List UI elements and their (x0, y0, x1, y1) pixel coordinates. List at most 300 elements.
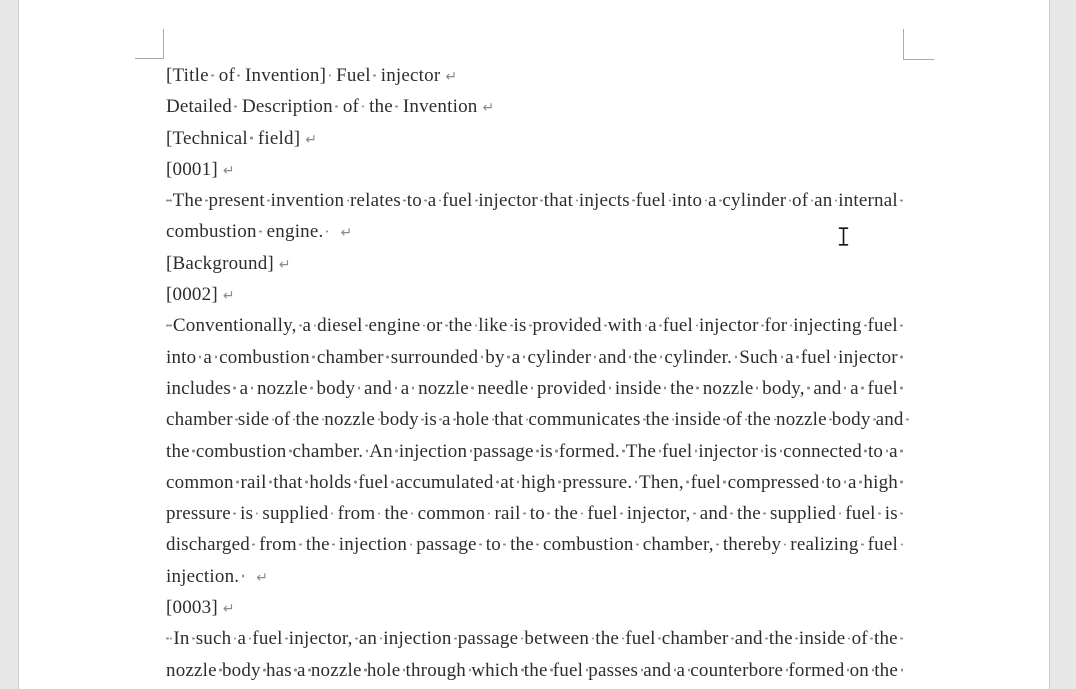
space-mark (421, 418, 424, 421)
space-mark (558, 481, 561, 484)
space-mark (205, 199, 208, 202)
space-mark (314, 324, 317, 327)
space-mark (236, 481, 239, 484)
word: common (418, 503, 491, 525)
word: provided (537, 378, 611, 400)
word: the (874, 660, 903, 682)
space-mark (492, 418, 495, 421)
space-mark (305, 481, 308, 484)
word: the (510, 534, 539, 556)
word: pressure. (562, 472, 637, 494)
document-line[interactable] (166, 188, 903, 219)
space-mark (475, 199, 478, 202)
word: thereby (723, 534, 786, 556)
word: injector (478, 190, 543, 212)
word: is (513, 315, 531, 337)
margin-crop-mark-top-right (903, 29, 934, 60)
word: common (166, 472, 239, 494)
space-mark (170, 637, 173, 640)
document-line[interactable] (166, 501, 903, 532)
space-mark (636, 543, 639, 546)
word: and (700, 503, 733, 525)
word: formed. (559, 441, 625, 463)
word: An (369, 441, 398, 463)
word: combustion (219, 347, 315, 369)
word: a (238, 628, 252, 650)
word: field] (257, 127, 301, 149)
space-mark (299, 543, 302, 546)
document-line[interactable] (166, 251, 903, 282)
word: Such (739, 347, 783, 369)
space-mark (536, 543, 539, 546)
space-mark (622, 637, 625, 640)
document-line[interactable] (166, 376, 903, 407)
word: of (852, 628, 873, 650)
leading-space-mark (169, 315, 172, 337)
document-line[interactable] (166, 126, 903, 157)
word: [0003] (166, 597, 218, 619)
space-mark (267, 199, 270, 202)
space-mark (312, 356, 315, 359)
space-mark (386, 356, 389, 359)
space-mark (705, 199, 708, 202)
word: The (626, 441, 661, 463)
space-mark (233, 387, 236, 390)
word: high (521, 472, 561, 494)
space-mark (592, 637, 595, 640)
space-mark (423, 324, 426, 327)
space-mark (844, 481, 847, 484)
word: injector (380, 65, 441, 86)
word: is (540, 441, 558, 463)
word: chamber (317, 347, 389, 369)
space-mark (234, 637, 237, 640)
word: [Background] (166, 252, 274, 274)
word: the (769, 628, 798, 650)
word: fuel (252, 628, 287, 650)
word: supplied (262, 503, 333, 525)
document-line[interactable] (166, 439, 903, 470)
space-mark (250, 137, 253, 140)
word: Description (242, 96, 338, 118)
word: passage (416, 534, 482, 556)
space-mark (411, 512, 414, 515)
space-mark (761, 450, 764, 453)
word: and (598, 347, 631, 369)
space-mark (507, 356, 510, 359)
space-mark (445, 324, 448, 327)
space-mark (263, 669, 266, 672)
word: Then, (639, 472, 689, 494)
space-mark (166, 199, 169, 202)
word: fuel (845, 503, 880, 525)
space-mark (322, 418, 325, 421)
space-mark (252, 543, 255, 546)
document-line[interactable] (166, 313, 903, 344)
space-mark (410, 543, 413, 546)
space-mark (576, 199, 579, 202)
space-mark (235, 418, 238, 421)
space-mark (192, 637, 195, 640)
word: pressure (166, 503, 236, 525)
word: of (343, 96, 364, 118)
word: internal (838, 190, 903, 212)
space-mark (521, 637, 524, 640)
space-mark (693, 512, 696, 515)
space-mark (439, 199, 442, 202)
leading-space-mark (166, 190, 169, 212)
space-mark (886, 450, 889, 453)
space-mark (901, 669, 904, 672)
word: realizing (790, 534, 863, 556)
space-mark (555, 450, 558, 453)
document-line[interactable] (166, 345, 903, 376)
word: injection (399, 441, 472, 463)
word: [Title (166, 65, 214, 87)
space-mark (470, 450, 473, 453)
document-line[interactable] (166, 407, 903, 438)
word: counterbore (690, 660, 788, 682)
space-mark (900, 637, 903, 640)
space-mark (378, 512, 381, 515)
paragraph-mark: ↵ (305, 131, 318, 148)
document-line[interactable] (166, 470, 903, 501)
space-mark (780, 450, 783, 453)
space-mark (285, 637, 288, 640)
space-mark (723, 481, 726, 484)
space-mark (900, 199, 903, 202)
document-line[interactable] (166, 219, 903, 250)
space-mark (488, 512, 491, 515)
word: the (646, 409, 675, 431)
space-mark (731, 637, 734, 640)
word: an (814, 190, 837, 212)
space-mark (362, 105, 365, 108)
space-mark (696, 387, 699, 390)
word: into (166, 347, 201, 369)
paragraph-mark: ↵ (222, 601, 235, 618)
space-mark (523, 512, 526, 515)
word: Fuel (336, 65, 376, 87)
space-mark (310, 387, 313, 390)
word: accumulated (395, 472, 498, 494)
document-page[interactable] (19, 0, 1049, 689)
word: combustion (543, 534, 639, 556)
space-mark (547, 512, 550, 515)
space-mark (166, 324, 169, 327)
space-mark (861, 387, 864, 390)
space-mark (873, 418, 876, 421)
space-mark (864, 324, 867, 327)
word: fuel (801, 347, 836, 369)
space-mark (531, 387, 534, 390)
word: the (737, 503, 766, 525)
word: a (512, 347, 526, 369)
word: is (240, 503, 258, 525)
space-mark (237, 74, 240, 77)
document-line[interactable] (166, 282, 903, 313)
space-mark (659, 324, 662, 327)
word: a (848, 472, 862, 494)
word: the (747, 409, 776, 431)
word: hole (367, 660, 406, 682)
space-mark (735, 356, 738, 359)
word: holds (309, 472, 356, 494)
word: a (240, 378, 254, 400)
space-mark (829, 418, 832, 421)
space-mark (199, 356, 202, 359)
word: the (554, 503, 583, 525)
word: side (238, 409, 274, 431)
space-mark (453, 418, 456, 421)
space-mark (784, 543, 787, 546)
word: to (826, 472, 846, 494)
space-mark (872, 669, 875, 672)
space-mark (169, 324, 172, 327)
space-mark (774, 418, 777, 421)
word: invention (271, 190, 350, 212)
space-mark (358, 387, 361, 390)
space-mark (233, 512, 236, 515)
word: fuel (553, 660, 588, 682)
word: fuel (868, 378, 903, 400)
space-mark (796, 356, 799, 359)
space-mark (354, 481, 357, 484)
space-mark (900, 450, 903, 453)
word: injector (698, 441, 763, 463)
space-mark (629, 356, 632, 359)
word: chamber, (643, 534, 719, 556)
space-mark (481, 356, 484, 359)
word: through (406, 660, 472, 682)
space-mark (900, 356, 903, 359)
word: injector (699, 315, 764, 337)
word: to (868, 441, 888, 463)
space-mark (249, 637, 252, 640)
document-line[interactable] (166, 564, 903, 595)
space-mark (723, 418, 726, 421)
space-mark (395, 450, 398, 453)
word: rail (494, 503, 525, 525)
word: the (369, 96, 398, 118)
space-mark (521, 669, 524, 672)
word: In (173, 628, 194, 650)
word: by (485, 347, 509, 369)
space-mark (635, 481, 638, 484)
word: of (219, 65, 240, 87)
space-mark (496, 481, 499, 484)
word: the (449, 315, 478, 337)
space-mark (745, 418, 748, 421)
word: passage (458, 628, 524, 650)
word: Invention] (245, 65, 331, 87)
space-mark (632, 199, 635, 202)
word: injection (339, 534, 412, 556)
space-mark (864, 450, 867, 453)
space-mark (391, 481, 394, 484)
document-line[interactable] (166, 595, 903, 626)
word: cylinder. (664, 347, 737, 369)
word: nozzle (324, 409, 380, 431)
space-mark (242, 575, 245, 578)
space-mark (822, 481, 825, 484)
space-mark (510, 324, 513, 327)
space-mark (870, 637, 873, 640)
word: chamber (166, 409, 238, 431)
word: body (380, 409, 424, 431)
space-mark (609, 387, 612, 390)
paragraph-mark: ↵ (222, 162, 235, 179)
space-mark (901, 543, 904, 546)
word: connected (783, 441, 867, 463)
word: diesel (317, 315, 368, 337)
space-mark (403, 669, 406, 672)
word: fuel (691, 472, 726, 494)
word: of (792, 190, 813, 212)
space-mark (331, 512, 334, 515)
word: [Technical (166, 128, 253, 150)
word: a (302, 315, 316, 337)
word: fuel (662, 441, 697, 463)
space-mark (169, 199, 172, 202)
space-mark (479, 543, 482, 546)
space-mark (523, 356, 526, 359)
word: formed (788, 660, 849, 682)
word: communicates (528, 409, 645, 431)
word: an (359, 628, 382, 650)
space-mark (540, 199, 543, 202)
word: high (863, 472, 903, 494)
space-mark (269, 481, 272, 484)
word: the (595, 628, 624, 650)
word: to (486, 534, 506, 556)
space-mark (355, 637, 358, 640)
space-mark (403, 199, 406, 202)
word: fuel (867, 315, 902, 337)
leading-space-mark (169, 190, 172, 212)
word: and (364, 378, 397, 400)
word: body (832, 409, 876, 431)
word: surrounded (391, 347, 483, 369)
space-mark (412, 387, 415, 390)
word: the (670, 378, 699, 400)
space-mark (847, 669, 850, 672)
word: a (401, 378, 415, 400)
word: to (530, 503, 550, 525)
space-mark (795, 637, 798, 640)
space-mark (536, 450, 539, 453)
word: a (676, 660, 690, 682)
space-mark (335, 105, 338, 108)
space-mark (900, 324, 903, 327)
document-line[interactable] (166, 532, 903, 563)
word: body (316, 378, 360, 400)
word: chamber. (293, 441, 369, 463)
word: injection. (166, 566, 244, 588)
word: compressed (728, 472, 825, 494)
word: a (442, 409, 456, 431)
space-mark (716, 543, 719, 546)
document-line[interactable] (166, 626, 903, 657)
word: that (494, 409, 528, 431)
space-mark (529, 324, 532, 327)
word: into (672, 190, 707, 212)
paragraph-mark: ↵ (278, 256, 291, 273)
word: Invention (402, 96, 478, 118)
space-mark (664, 387, 667, 390)
space-mark (761, 324, 764, 327)
space-mark (674, 669, 677, 672)
word: and (735, 628, 768, 650)
word: with (608, 315, 648, 337)
word: a (297, 660, 311, 682)
space-mark (645, 324, 648, 327)
word: injecting (793, 315, 866, 337)
space-mark (550, 669, 553, 672)
word: is (424, 409, 442, 431)
word: of (726, 409, 747, 431)
space-mark (695, 450, 698, 453)
word: present (209, 190, 270, 212)
paragraph-mark: ↵ (445, 69, 458, 85)
space-mark (763, 512, 766, 515)
space-mark (192, 450, 195, 453)
space-mark (765, 637, 768, 640)
word: to (407, 190, 427, 212)
space-mark (380, 637, 383, 640)
space-mark (669, 199, 672, 202)
space-mark (326, 230, 329, 233)
word: engine. (267, 221, 329, 243)
word: Conventionally, (173, 315, 302, 337)
word: injects (579, 190, 635, 212)
paragraph-mark: ↵ (256, 569, 269, 586)
word: the (385, 503, 414, 525)
space-mark (469, 669, 472, 672)
text-area[interactable] (166, 63, 903, 689)
space-mark (251, 387, 254, 390)
space-mark (844, 387, 847, 390)
word: engine (369, 315, 426, 337)
document-line[interactable] (166, 94, 903, 125)
word: on (850, 660, 874, 682)
word: a (648, 315, 662, 337)
word: supplied (770, 503, 841, 525)
word: such (196, 628, 237, 650)
word: [0001] (166, 158, 218, 180)
document-line[interactable] (166, 157, 903, 188)
margin-crop-mark-top-left (135, 29, 164, 59)
space-mark (756, 387, 759, 390)
paragraph-mark: ↵ (482, 100, 495, 117)
document-line[interactable] (166, 63, 903, 94)
word: nozzle (166, 660, 222, 682)
word: hole (456, 409, 495, 431)
space-mark (517, 481, 520, 484)
space-mark (256, 512, 259, 515)
word: the (633, 347, 662, 369)
space-mark (660, 356, 663, 359)
space-mark (900, 481, 903, 484)
canvas-gutter-left (0, 0, 19, 689)
document-line[interactable] (166, 658, 903, 689)
word: between (524, 628, 594, 650)
word: of (274, 409, 295, 431)
word: or (426, 315, 447, 337)
space-mark (811, 199, 814, 202)
space-mark (471, 387, 474, 390)
word: has (266, 660, 297, 682)
